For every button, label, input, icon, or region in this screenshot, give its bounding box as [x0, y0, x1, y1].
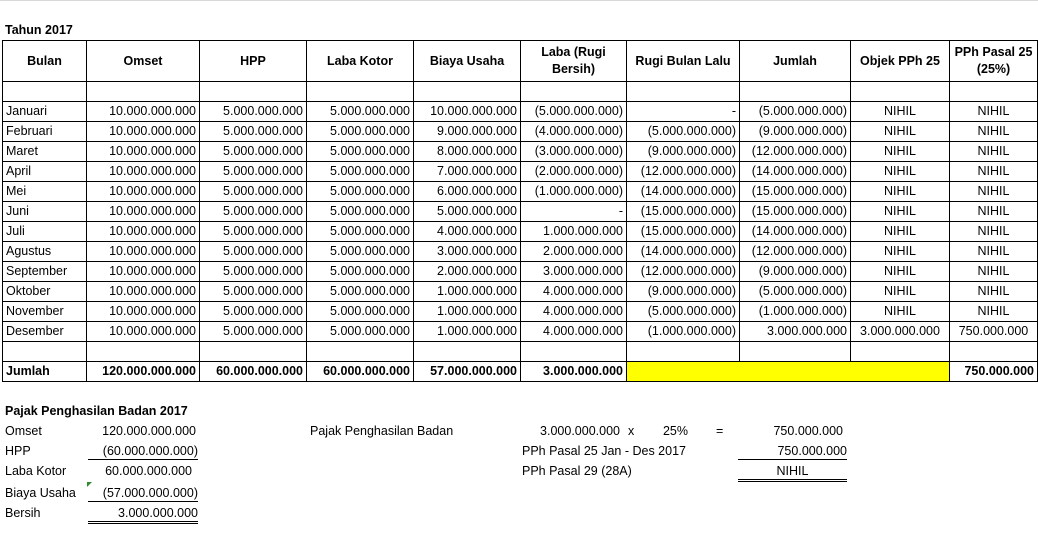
cell-objek-pph25[interactable]: NIHIL	[851, 282, 950, 302]
cell-laba-bersih[interactable]: 4.000.000.000	[521, 302, 627, 322]
cell-laba-kotor[interactable]: 5.000.000.000	[307, 322, 414, 342]
table-row	[3, 262, 1038, 282]
cell-rugi-bulan-lalu[interactable]: (5.000.000.000)	[627, 122, 740, 142]
cell-biaya-usaha[interactable]: 3.000.000.000	[414, 242, 521, 262]
cell-rugi-bulan-lalu[interactable]: (15.000.000.000)	[627, 202, 740, 222]
calc-rate[interactable]: 25%	[662, 424, 688, 438]
blank-cell[interactable]	[851, 82, 950, 102]
calc-base[interactable]: 3.000.000.000	[540, 424, 620, 438]
blank-row	[3, 82, 1038, 102]
cell-laba-bersih[interactable]: (4.000.000.000)	[521, 122, 627, 142]
cell-rugi-bulan-lalu[interactable]: (14.000.000.000)	[627, 242, 740, 262]
total-omset[interactable]: 120.000.000.000	[87, 362, 200, 382]
cell-rugi-bulan-lalu[interactable]: (14.000.000.000)	[627, 182, 740, 202]
cell-biaya-usaha[interactable]: 10.000.000.000	[414, 102, 521, 122]
cell-pph25[interactable]: NIHIL	[950, 282, 1038, 302]
cell-omset[interactable]: 10.000.000.000	[87, 242, 200, 262]
blank-cell[interactable]	[414, 82, 521, 102]
cell-jumlah[interactable]: (5.000.000.000)	[740, 282, 851, 302]
blank-cell[interactable]	[200, 342, 307, 362]
header-laba-rugi-bersih[interactable]: Laba (Rugi Bersih)	[521, 41, 627, 82]
cell-jumlah[interactable]: 3.000.000.000	[740, 322, 851, 342]
cell-laba-bersih[interactable]: (1.000.000.000)	[521, 182, 627, 202]
cell-pph25[interactable]: NIHIL	[950, 202, 1038, 222]
cell-objek-pph25[interactable]: NIHIL	[851, 242, 950, 262]
cell-jumlah[interactable]: (12.000.000.000)	[740, 242, 851, 262]
cell-biaya-usaha[interactable]: 1.000.000.000	[414, 302, 521, 322]
header-pph-pasal-25[interactable]: PPh Pasal 25 (25%)	[950, 41, 1038, 82]
cell-jumlah[interactable]: (1.000.000.000)	[740, 302, 851, 322]
cell-biaya-usaha[interactable]: 1.000.000.000	[414, 322, 521, 342]
total-biaya-usaha[interactable]: 57.000.000.000	[414, 362, 521, 382]
cell-biaya-usaha[interactable]: 4.000.000.000	[414, 222, 521, 242]
cell-laba-bersih[interactable]: 1.000.000.000	[521, 222, 627, 242]
total-laba-kotor[interactable]: 60.000.000.000	[307, 362, 414, 382]
cell-hpp[interactable]: 5.000.000.000	[200, 242, 307, 262]
cell-pph25[interactable]: NIHIL	[950, 162, 1038, 182]
cell-laba-bersih[interactable]: (2.000.000.000)	[521, 162, 627, 182]
calc-operator: x	[628, 424, 635, 438]
cell-objek-pph25[interactable]: NIHIL	[851, 142, 950, 162]
summary-title: Pajak Penghasilan Badan 2017	[5, 404, 188, 418]
cell-laba-kotor[interactable]: 5.000.000.000	[307, 162, 414, 182]
blank-cell[interactable]	[950, 82, 1038, 102]
cell-jumlah[interactable]: (9.000.000.000)	[740, 262, 851, 282]
cell-biaya-usaha[interactable]: 1.000.000.000	[414, 282, 521, 302]
cell-omset[interactable]: 10.000.000.000	[87, 202, 200, 222]
cell-rugi-bulan-lalu[interactable]: (15.000.000.000)	[627, 222, 740, 242]
cell-bulan[interactable]: Oktober	[3, 282, 87, 302]
cell-bulan[interactable]: Juli	[3, 222, 87, 242]
blank-cell[interactable]	[740, 82, 851, 102]
cell-objek-pph25[interactable]: NIHIL	[851, 162, 950, 182]
cell-pph25[interactable]: NIHIL	[950, 242, 1038, 262]
cell-laba-kotor[interactable]: 5.000.000.000	[307, 142, 414, 162]
blank-cell[interactable]	[950, 342, 1038, 362]
calc-result[interactable]: 750.000.000	[773, 424, 843, 438]
summary-value-omset[interactable]: 120.000.000.000	[102, 424, 196, 438]
calc-equals: =	[716, 424, 724, 438]
blank-cell[interactable]	[521, 342, 627, 362]
blank-cell[interactable]	[627, 342, 740, 362]
cell-pph25[interactable]: NIHIL	[950, 102, 1038, 122]
summary-label-biaya-usaha: Biaya Usaha	[5, 486, 76, 500]
cell-objek-pph25[interactable]: NIHIL	[851, 302, 950, 322]
cell-hpp[interactable]: 5.000.000.000	[200, 222, 307, 242]
blank-row	[3, 342, 1038, 362]
blank-cell[interactable]	[3, 342, 87, 362]
table-row	[3, 322, 1038, 342]
cell-bulan[interactable]: Desember	[3, 322, 87, 342]
blank-cell[interactable]	[627, 82, 740, 102]
cell-laba-kotor[interactable]: 5.000.000.000	[307, 202, 414, 222]
blank-cell[interactable]	[521, 82, 627, 102]
cell-jumlah[interactable]: (5.000.000.000)	[740, 102, 851, 122]
total-label[interactable]: Jumlah	[3, 362, 87, 382]
table-row	[3, 162, 1038, 182]
table-row	[3, 202, 1038, 222]
cell-jumlah[interactable]: (15.000.000.000)	[740, 202, 851, 222]
cell-bulan[interactable]: Juni	[3, 202, 87, 222]
blank-cell[interactable]	[3, 82, 87, 102]
calc-label: Pajak Penghasilan Badan	[310, 424, 454, 438]
cell-biaya-usaha[interactable]: 5.000.000.000	[414, 202, 521, 222]
sheet-title: Tahun 2017	[5, 23, 73, 37]
cell-laba-kotor[interactable]: 5.000.000.000	[307, 102, 414, 122]
header-hpp[interactable]: HPP	[200, 41, 307, 82]
summary-label-hpp: HPP	[5, 444, 31, 458]
total-laba-bersih[interactable]: 3.000.000.000	[521, 362, 627, 382]
cell-omset[interactable]: 10.000.000.000	[87, 282, 200, 302]
table-row	[3, 122, 1038, 142]
cell-hpp[interactable]: 5.000.000.000	[200, 122, 307, 142]
cell-jumlah[interactable]: (14.000.000.000)	[740, 222, 851, 242]
blank-cell[interactable]	[200, 82, 307, 102]
cell-bulan[interactable]: Maret	[3, 142, 87, 162]
cell-laba-bersih[interactable]: (5.000.000.000)	[521, 102, 627, 122]
cell-objek-pph25[interactable]: NIHIL	[851, 262, 950, 282]
cell-omset[interactable]: 10.000.000.000	[87, 322, 200, 342]
cell-hpp[interactable]: 5.000.000.000	[200, 322, 307, 342]
cell-laba-bersih[interactable]: 2.000.000.000	[521, 242, 627, 262]
cell-omset[interactable]: 10.000.000.000	[87, 222, 200, 242]
cell-rugi-bulan-lalu[interactable]: (1.000.000.000)	[627, 322, 740, 342]
header-jumlah[interactable]: Jumlah	[740, 41, 851, 82]
table-row	[3, 242, 1038, 262]
summary-value-bersih[interactable]: 3.000.000.000	[88, 506, 198, 524]
cell-laba-bersih[interactable]: 3.000.000.000	[521, 262, 627, 282]
table-row	[3, 182, 1038, 202]
cell-biaya-usaha[interactable]: 9.000.000.000	[414, 122, 521, 142]
header-bulan[interactable]: Bulan	[3, 41, 87, 82]
blank-cell[interactable]	[851, 342, 950, 362]
cell-rugi-bulan-lalu[interactable]: (12.000.000.000)	[627, 162, 740, 182]
blank-cell[interactable]	[87, 342, 200, 362]
cell-omset[interactable]: 10.000.000.000	[87, 162, 200, 182]
cell-omset[interactable]: 10.000.000.000	[87, 262, 200, 282]
cell-jumlah[interactable]: (14.000.000.000)	[740, 162, 851, 182]
summary-value-laba-kotor[interactable]: 60.000.000.000	[105, 464, 192, 478]
sheet-top-border	[0, 0, 1038, 1]
table-row	[3, 222, 1038, 242]
cell-hpp[interactable]: 5.000.000.000	[200, 142, 307, 162]
cell-bulan[interactable]: November	[3, 302, 87, 322]
cell-hpp[interactable]: 5.000.000.000	[200, 302, 307, 322]
cell-laba-kotor[interactable]: 5.000.000.000	[307, 262, 414, 282]
cell-pph25[interactable]: 750.000.000	[950, 322, 1038, 342]
table-row	[3, 282, 1038, 302]
cell-pph25[interactable]: NIHIL	[950, 222, 1038, 242]
cell-omset[interactable]: 10.000.000.000	[87, 182, 200, 202]
total-hpp[interactable]: 60.000.000.000	[200, 362, 307, 382]
blank-cell[interactable]	[414, 342, 521, 362]
cell-pph25[interactable]: NIHIL	[950, 182, 1038, 202]
blank-cell[interactable]	[87, 82, 200, 102]
blank-cell[interactable]	[740, 342, 851, 362]
header-rugi-bulan-lalu[interactable]: Rugi Bulan Lalu	[627, 41, 740, 82]
cell-jumlah[interactable]: (12.000.000.000)	[740, 142, 851, 162]
cell-objek-pph25[interactable]: NIHIL	[851, 202, 950, 222]
cell-rugi-bulan-lalu[interactable]: -	[627, 102, 740, 122]
cell-laba-kotor[interactable]: 5.000.000.000	[307, 302, 414, 322]
cell-hpp[interactable]: 5.000.000.000	[200, 182, 307, 202]
header-biaya-usaha[interactable]: Biaya Usaha	[414, 41, 521, 82]
cell-pph25[interactable]: NIHIL	[950, 302, 1038, 322]
cell-hpp[interactable]: 5.000.000.000	[200, 282, 307, 302]
summary-value-hpp[interactable]: (60.000.000.000)	[88, 444, 198, 460]
pph25-value[interactable]: 750.000.000	[738, 444, 847, 460]
cell-laba-bersih[interactable]: 4.000.000.000	[521, 322, 627, 342]
cell-laba-bersih[interactable]: (3.000.000.000)	[521, 142, 627, 162]
cell-bulan[interactable]: Februari	[3, 122, 87, 142]
cell-pph25[interactable]: NIHIL	[950, 262, 1038, 282]
cell-rugi-bulan-lalu[interactable]: (9.000.000.000)	[627, 282, 740, 302]
cell-laba-kotor[interactable]: 5.000.000.000	[307, 222, 414, 242]
cell-hpp[interactable]: 5.000.000.000	[200, 202, 307, 222]
blank-cell[interactable]	[307, 82, 414, 102]
cell-laba-bersih[interactable]: -	[521, 202, 627, 222]
cell-objek-pph25[interactable]: NIHIL	[851, 182, 950, 202]
cell-bulan[interactable]: April	[3, 162, 87, 182]
cell-pph25[interactable]: NIHIL	[950, 122, 1038, 142]
cell-biaya-usaha[interactable]: 2.000.000.000	[414, 262, 521, 282]
pph29-label: PPh Pasal 29 (28A)	[522, 464, 632, 478]
cell-biaya-usaha[interactable]: 6.000.000.000	[414, 182, 521, 202]
pph29-value[interactable]: NIHIL	[738, 464, 847, 482]
total-row	[3, 362, 1038, 382]
summary-label-laba-kotor: Laba Kotor	[5, 464, 67, 478]
cell-hpp[interactable]: 5.000.000.000	[200, 162, 307, 182]
cell-laba-kotor[interactable]: 5.000.000.000	[307, 122, 414, 142]
tax-table	[2, 40, 1038, 382]
cell-omset[interactable]: 10.000.000.000	[87, 102, 200, 122]
cell-objek-pph25[interactable]: 3.000.000.000	[851, 322, 950, 342]
cell-laba-bersih[interactable]: 4.000.000.000	[521, 282, 627, 302]
cell-objek-pph25[interactable]: NIHIL	[851, 102, 950, 122]
cell-hpp[interactable]: 5.000.000.000	[200, 262, 307, 282]
cell-laba-kotor[interactable]: 5.000.000.000	[307, 242, 414, 262]
cell-jumlah[interactable]: (15.000.000.000)	[740, 182, 851, 202]
total-highlight[interactable]	[627, 362, 950, 382]
header-laba-kotor[interactable]: Laba Kotor	[307, 41, 414, 82]
blank-cell[interactable]	[307, 342, 414, 362]
total-pph25[interactable]: 750.000.000	[950, 362, 1038, 382]
cell-laba-kotor[interactable]: 5.000.000.000	[307, 182, 414, 202]
cell-bulan[interactable]: Januari	[3, 102, 87, 122]
cell-pph25[interactable]: NIHIL	[950, 142, 1038, 162]
cell-bulan[interactable]: Agustus	[3, 242, 87, 262]
summary-label-bersih: Bersih	[5, 506, 41, 520]
cell-biaya-usaha[interactable]: 8.000.000.000	[414, 142, 521, 162]
summary-value-biaya-usaha[interactable]: (57.000.000.000)	[88, 486, 198, 502]
table-row	[3, 302, 1038, 322]
cell-hpp[interactable]: 5.000.000.000	[200, 102, 307, 122]
cell-omset[interactable]: 10.000.000.000	[87, 142, 200, 162]
cell-omset[interactable]: 10.000.000.000	[87, 122, 200, 142]
header-objek-pph25[interactable]: Objek PPh 25	[851, 41, 950, 82]
cell-laba-kotor[interactable]: 5.000.000.000	[307, 282, 414, 302]
cell-bulan[interactable]: September	[3, 262, 87, 282]
header-omset[interactable]: Omset	[87, 41, 200, 82]
pph25-label: PPh Pasal 25 Jan - Des 2017	[522, 444, 686, 458]
table-row	[3, 142, 1038, 162]
table-row	[3, 102, 1038, 122]
table-header-row	[3, 41, 1038, 82]
cell-rugi-bulan-lalu[interactable]: (5.000.000.000)	[627, 302, 740, 322]
cell-rugi-bulan-lalu[interactable]: (12.000.000.000)	[627, 262, 740, 282]
summary-label-omset: Omset	[5, 424, 42, 438]
cell-bulan[interactable]: Mei	[3, 182, 87, 202]
cell-biaya-usaha[interactable]: 7.000.000.000	[414, 162, 521, 182]
cell-jumlah[interactable]: (9.000.000.000)	[740, 122, 851, 142]
cell-objek-pph25[interactable]: NIHIL	[851, 222, 950, 242]
cell-rugi-bulan-lalu[interactable]: (9.000.000.000)	[627, 142, 740, 162]
cell-objek-pph25[interactable]: NIHIL	[851, 122, 950, 142]
cell-omset[interactable]: 10.000.000.000	[87, 302, 200, 322]
